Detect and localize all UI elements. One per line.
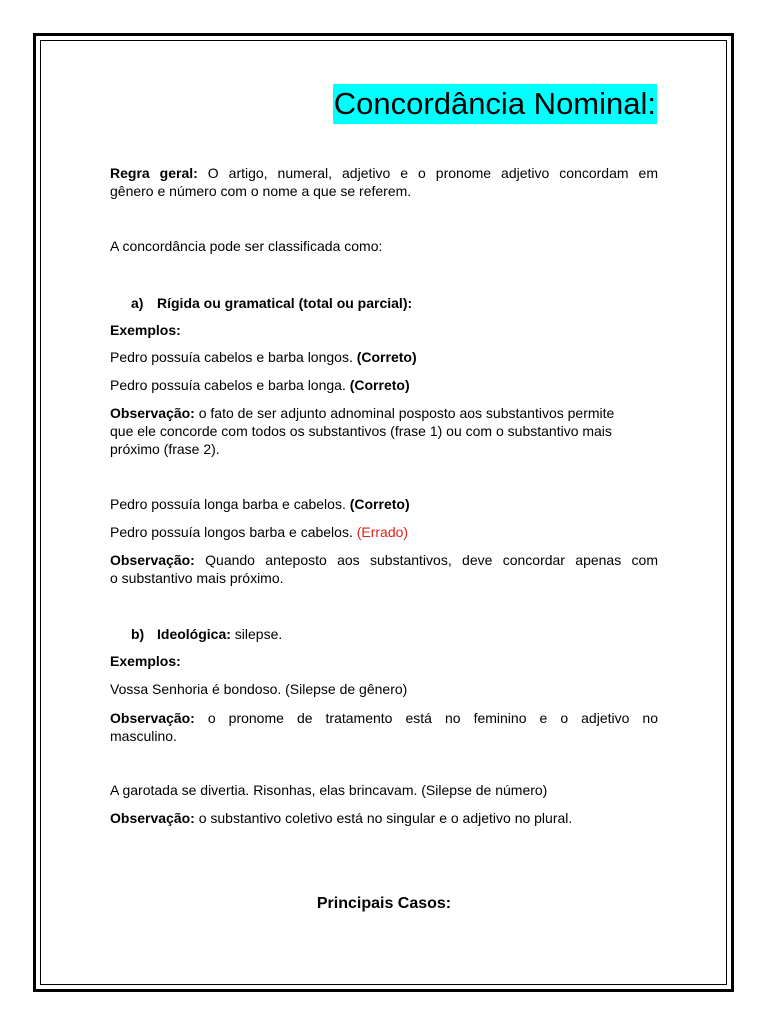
observation-text: Quando anteposto aos substantivos, deve concordar apenas com (194, 552, 658, 568)
item-b-observation-2 (110, 809, 658, 827)
observation-line-2: o substantivo mais próximo. (110, 570, 284, 586)
example-tag-errado: (Errado) (356, 524, 409, 540)
observation-line-2: que ele concorde com todos os substantivos (frase 1) ou com o substantivo mais (110, 423, 612, 439)
item-a-example-4 (110, 523, 658, 541)
example-text: Pedro possuía cabelos e barba longos. (110, 349, 357, 365)
observation-line-2: masculino. (110, 728, 177, 744)
observation-label: Observação: (110, 810, 195, 826)
page-title: Concordância Nominal: (333, 84, 657, 124)
regra-geral-line-1 (110, 164, 658, 182)
item-a-title: Rígida ou gramatical (total ou parcial): (157, 295, 413, 311)
observation-label: Observação: (110, 710, 195, 726)
observation-text: o pronome de tratamento está no feminino e o adjetivo no (194, 710, 658, 726)
item-b-title-line (157, 625, 282, 643)
observation-line-1 (110, 551, 658, 569)
item-b-title: Ideológica: (157, 626, 231, 642)
regra-geral-text-1: O artigo, numeral, adjetivo e o pronome adjetivo concordam em (197, 165, 658, 181)
item-b-observation-1 (110, 709, 658, 745)
observation-line-1 (110, 404, 658, 422)
item-b-exemplos-label: Exemplos: (110, 653, 181, 669)
observation-label: Observação: (110, 405, 195, 421)
example-text: Pedro possuía cabelos e barba longa. (110, 377, 350, 393)
item-a-letter: a) (131, 295, 144, 311)
observation-text: o fato de ser adjunto adnominal posposto aos substantivos permite (194, 405, 615, 421)
observation-line-3: próximo (frase 2). (110, 441, 220, 457)
item-a-example-3 (110, 495, 658, 513)
intro-text: A concordância pode ser classificada como: (110, 238, 383, 254)
item-a-example-2 (110, 376, 658, 394)
regra-geral-paragraph (110, 164, 658, 200)
item-a-exemplos-label: Exemplos: (110, 322, 181, 338)
example-tag: (Correto) (356, 349, 417, 365)
item-a-observation-2 (110, 551, 658, 587)
principais-casos-heading: Principais Casos: (316, 895, 452, 912)
item-a-example-1 (110, 348, 658, 366)
item-b-example-2: A garotada se divertia. Risonhas, elas brincavam. (Silepse de número) (110, 782, 548, 798)
observation-text: o substantivo coletivo está no singular e o adjetivo no plural. (194, 810, 573, 826)
item-b-example-1: Vossa Senhoria é bondoso. (Silepse de gênero) (110, 681, 408, 697)
item-a-observation-1 (110, 404, 658, 458)
item-b-title-rest: silepse. (230, 626, 283, 642)
regra-geral-line-2: gênero e número com o nome a que se referem. (110, 183, 412, 199)
example-text: Pedro possuía longa barba e cabelos. (110, 496, 350, 512)
item-b-letter: b) (131, 626, 145, 642)
example-tag: (Correto) (349, 496, 410, 512)
example-text: Pedro possuía longos barba e cabelos. (110, 524, 357, 540)
observation-line-1 (110, 709, 658, 727)
observation-label: Observação: (110, 552, 195, 568)
example-tag: (Correto) (349, 377, 410, 393)
regra-geral-label: Regra geral: (110, 165, 198, 181)
